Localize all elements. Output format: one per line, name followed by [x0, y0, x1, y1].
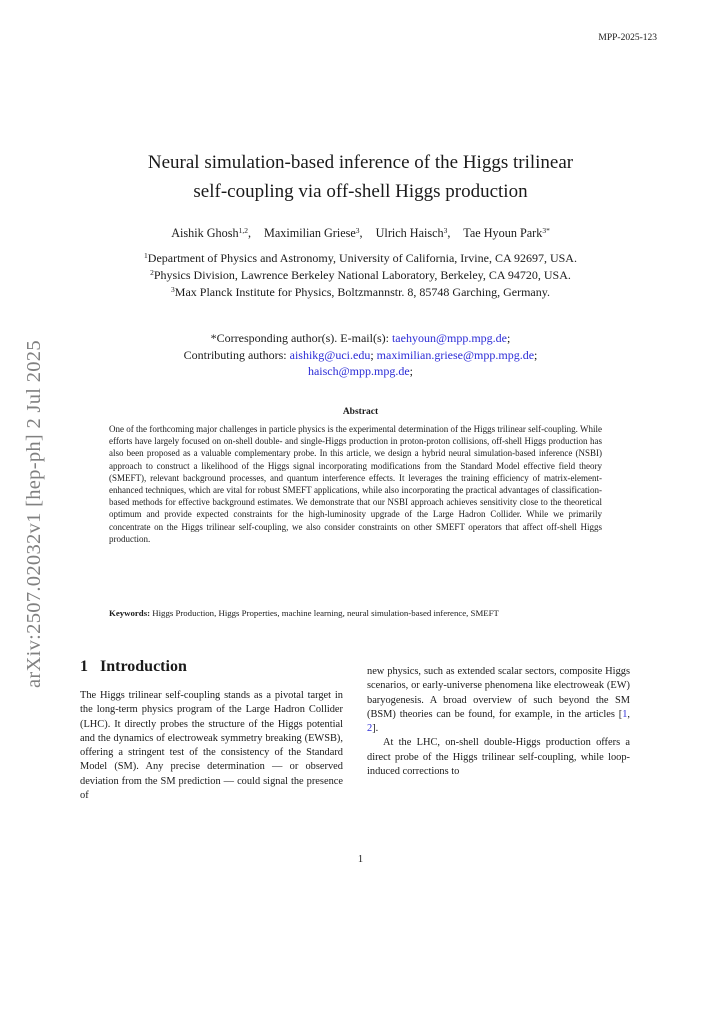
- author-name: Ulrich Haisch: [375, 226, 444, 240]
- paragraph-text: ].: [372, 723, 379, 735]
- intro-paragraph-continued: [367, 665, 630, 736]
- keywords-list: Higgs Production, Higgs Properties, machine learning, neural simulation-based inference, SMEFT: [150, 608, 499, 618]
- author-name: Aishik Ghosh: [171, 226, 239, 240]
- paper-title: [80, 148, 641, 206]
- separator: ;: [409, 364, 414, 378]
- affiliation-text: Physics Division, Lawrence Berkeley National Laboratory, Berkeley, CA 94720, USA.: [153, 268, 571, 282]
- separator: ;: [370, 347, 374, 362]
- author-name: Maximilian Griese: [264, 226, 356, 240]
- affiliation-text: Department of Physics and Astronomy, University of California, Irvine, CA 92697, USA.: [147, 251, 577, 265]
- report-number: MPP-2025-123: [598, 33, 657, 43]
- paragraph-text: new physics, such as extended scalar sectors, composite Higgs scenarios, or early-universe phenomena like electroweak (EW) baryogenesis. A broad overview of such beyond the SM (BSM) theories can be found, for example, in the articles [: [367, 666, 630, 720]
- affiliation-1: [80, 250, 641, 267]
- affiliation-number: 3: [171, 285, 175, 294]
- author-affiliation-mark: 3*: [542, 226, 550, 235]
- citation-link-2[interactable]: 2: [367, 723, 373, 735]
- affiliation-2: [80, 267, 641, 284]
- email-link-haisch[interactable]: haisch@mpp.mpg.de: [307, 364, 410, 378]
- separator: ;: [534, 347, 538, 362]
- keywords: [109, 607, 609, 619]
- intro-paragraph-2: At the LHC, on-shell double-Higgs production offers a direct probe of the Higgs trilinear self-coupling, while loop-induced corrections to: [367, 737, 630, 778]
- affiliation-3: [80, 284, 641, 301]
- keywords-label: Keywords:: [109, 608, 151, 618]
- author-name: Tae Hyoun Park: [463, 226, 543, 240]
- corresponding-email-link[interactable]: taehyoun@mpp.mpg.de: [391, 331, 507, 345]
- intro-paragraph-1: The Higgs trilinear self-coupling stands as a pivotal target in the long-term physics program of the Large Hadron Collider (LHC). It directly probes the structure of the Higgs potential and the dynamics of electroweak symmetry breaking (EWSB), offering a stringent test of the consistency of the Standard Model (SM). Any precise determination — or observed deviation from the SM prediction — could signal the presence of: [80, 690, 343, 802]
- body-column-right: [367, 665, 630, 779]
- author-affiliation-mark: 3: [355, 226, 360, 235]
- contributing-label: Contributing authors:: [183, 347, 290, 362]
- abstract-heading: Abstract: [342, 407, 379, 417]
- arxiv-identifier-stamp[interactable]: arXiv:2507.02032v1 [hep-ph] 2 Jul 2025: [23, 340, 45, 688]
- email-link-griese[interactable]: maximilian.griese@mpp.mpg.de: [376, 347, 535, 362]
- body-column-left: [80, 689, 343, 803]
- affiliation-number: 2: [150, 268, 154, 277]
- email-link-ghosh[interactable]: aishikg@uci.edu: [289, 347, 371, 362]
- affiliation-number: 1: [144, 251, 148, 260]
- author-affiliation-mark: 3: [443, 226, 448, 235]
- page-number: 1: [357, 854, 364, 865]
- citation-link-1[interactable]: 1: [622, 708, 628, 720]
- section-number: 1: [80, 658, 88, 675]
- title-line-2: self-coupling via off-shell Higgs production: [193, 181, 528, 202]
- author-list: Aishik Ghosh$^{1,2}$, Maximilian Griese$^3$, Ulrich Haisch$^3$, Tae Hyoun Park$^{3*}$: [171, 226, 550, 240]
- author-affiliation-mark: 1,2: [238, 226, 248, 235]
- section-heading-introduction: [80, 658, 187, 676]
- affiliation-text: Max Planck Institute for Physics, Boltzmannstr. 8, 85748 Garching, Germany.: [174, 285, 550, 299]
- contact-block: [80, 330, 641, 380]
- abstract-text: One of the forthcoming major challenges in particle physics is the experimental determination of the Higgs trilinear self-coupling. While efforts have largely focused on on-shell double- and single-Higgs production in proton-proton collisions, off-shell Higgs production has also been proposed as a valuable complementary probe. In this article, we design a hybrid neural simulation-based inference (NSBI) approach to construct a likelihood of the Higgs signal incorporating modifications from the Standard Model effective field theory (SMEFT), relevant background processes, and quantum interference effects. It leverages the training efficiency of matrix-element-enhanced techniques, which are vital for robust SMEFT applications, while also incorporating the practical advantages of classification-based methods for effective background estimates. We demonstrate that our NSBI approach achieves sensitivity close to the theoretical optimum and provide expected constraints for the high-luminosity upgrade of the Large Hadron Collider. While we primarily concentrate on the Higgs trilinear self-coupling, we also consider constraints on other SMEFT operators that affect off-shell Higgs production.: [109, 424, 602, 544]
- separator: ;: [506, 331, 511, 345]
- title-line-1: Neural simulation-based inference of the Higgs trilinear: [147, 152, 574, 173]
- corresponding-label: *Corresponding author(s). E-mail(s):: [210, 331, 392, 345]
- citation-separator: ,: [627, 708, 630, 720]
- section-title: Introduction: [100, 658, 187, 675]
